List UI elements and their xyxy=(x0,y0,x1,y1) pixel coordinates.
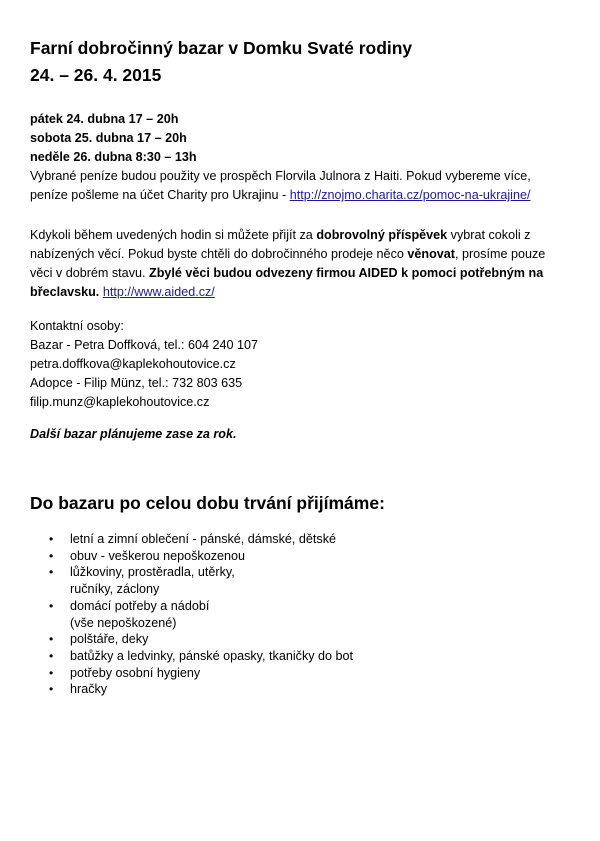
accepted-item xyxy=(30,681,570,698)
charita-link[interactable]: http://znojmo.charita.cz/pomoc-na-ukrajine/ xyxy=(289,188,531,202)
accepted-item xyxy=(30,531,570,548)
opening-hours-saturday: sobota 25. dubna 17 – 20h xyxy=(30,131,187,145)
accepted-item-text: obuv - veškerou nepoškozenou xyxy=(70,548,246,563)
bullet-icon: • xyxy=(49,598,54,613)
beneficiary-paragraph xyxy=(30,167,570,205)
contribution-text-2: vybrat cokoli z nabízených věcí. Pokud byste chtěli do dobročinného prodeje něco xyxy=(30,228,531,261)
accepted-item-text: polštáře, deky xyxy=(70,632,149,647)
accepted-item-text: hračky xyxy=(70,682,108,697)
next-bazar-note: Další bazar plánujeme zase za rok. xyxy=(30,427,237,441)
beneficiary-text: Vybrané peníze budou použity ve prospěch Florvila Julnora z Haiti. Pokud vybereme více, peníze pošleme na účet Charity pro Ukrajinu - xyxy=(30,169,531,202)
title-line-event: Farní dobročinný bazar v Domku Svaté rodiny xyxy=(30,38,413,58)
bullet-icon: • xyxy=(49,648,54,663)
contact-bazar-email: petra.doffkova@kaplekohoutovice.cz xyxy=(30,357,236,371)
accepted-items-list xyxy=(30,531,570,698)
opening-hours xyxy=(30,110,570,167)
contribution-text-1: Kdykoli během uvedených hodin si můžete přijít za xyxy=(30,228,317,242)
bullet-icon: • xyxy=(49,682,54,697)
page-title xyxy=(30,35,570,89)
accepted-item-text: ručníky, záclony xyxy=(70,582,160,597)
accepted-item xyxy=(30,631,570,648)
bullet-icon: • xyxy=(49,565,54,580)
accepted-item-text: (vše nepoškozené) xyxy=(70,615,177,630)
accepted-item xyxy=(30,548,570,565)
contacts-block xyxy=(30,317,570,412)
contribution-bold-donate: věnovat xyxy=(407,247,455,261)
contribution-text-3: , prosíme pouze věci v dobrém stavu. xyxy=(30,247,546,280)
contribution-paragraph xyxy=(30,226,570,302)
contact-bazar: Bazar - Petra Doffková, tel.: 604 240 107 xyxy=(30,338,258,352)
contact-adoption-email: filip.munz@kaplekohoutovice.cz xyxy=(30,395,210,409)
accepted-item-text: domácí potřeby a nádobí xyxy=(70,598,210,613)
contribution-bold-aided: Zbylé věci budou odvezeny firmou AIDED k pomoci potřebným na břeclavsku. xyxy=(30,266,544,299)
title-line-dates: 24. – 26. 4. 2015 xyxy=(30,65,162,85)
aided-link[interactable]: http://www.aided.cz/ xyxy=(102,285,215,299)
contribution-bold-voluntary: dobrovolný příspěvek xyxy=(316,228,448,242)
accepted-item xyxy=(30,598,570,631)
accepted-item xyxy=(30,648,570,665)
bullet-icon: • xyxy=(49,665,54,680)
accepted-item xyxy=(30,564,570,597)
bullet-icon: • xyxy=(49,532,54,546)
contacts-heading: Kontaktní osoby: xyxy=(30,319,124,333)
accepted-items-heading: Do bazaru po celou dobu trvání přijímáme: xyxy=(30,493,385,513)
accepted-item xyxy=(30,665,570,682)
accepted-item-text: potřeby osobní hygieny xyxy=(70,665,201,680)
contact-adoption: Adopce - Filip Münz, tel.: 732 803 635 xyxy=(30,376,243,390)
opening-hours-friday: pátek 24. dubna 17 – 20h xyxy=(30,112,179,126)
accepted-item-text: batůžky a ledvinky, pánské opasky, tkaničky do bot xyxy=(70,648,354,663)
bullet-icon: • xyxy=(49,548,54,563)
accepted-item-text: letní a zimní oblečení - pánské, dámské, dětské xyxy=(70,532,337,546)
accepted-item-text: lůžkoviny, prostěradla, utěrky, xyxy=(70,565,235,580)
opening-hours-sunday: neděle 26. dubna 8:30 – 13h xyxy=(30,150,197,164)
bullet-icon: • xyxy=(49,632,54,647)
